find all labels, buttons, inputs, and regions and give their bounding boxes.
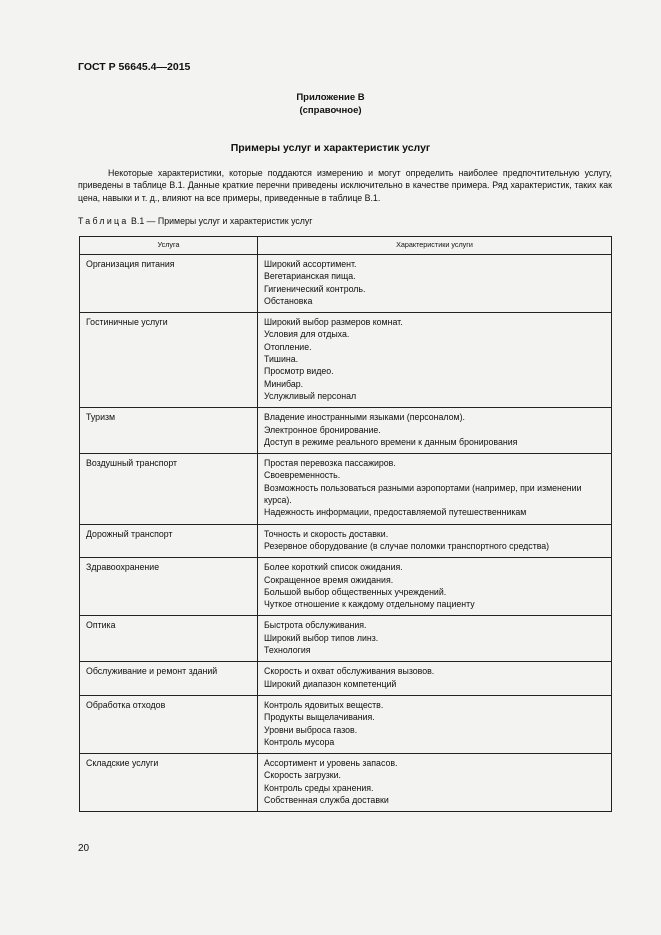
characteristic-item: Уровни выброса газов. xyxy=(264,724,358,735)
table-row xyxy=(80,408,612,454)
table-caption-text: В.1 — Примеры услуг и характеристик услуг xyxy=(128,216,313,226)
service-characteristics-cell xyxy=(258,454,612,524)
service-characteristics-cell xyxy=(258,662,612,696)
table-row xyxy=(80,313,612,408)
table-caption-prefix: Таблица xyxy=(78,216,129,226)
characteristic-item: Собственная служба доставки xyxy=(264,794,389,805)
services-table xyxy=(79,236,612,812)
characteristic-item: Точность и скорость доставки. xyxy=(264,528,389,539)
service-characteristics-cell xyxy=(258,408,612,454)
characteristic-item: Обстановка xyxy=(264,295,313,306)
characteristic-item: Электронное бронирование. xyxy=(264,424,381,435)
table-row xyxy=(80,616,612,662)
table-row xyxy=(80,255,612,313)
characteristic-item: Услужливый персонал xyxy=(264,390,357,401)
appendix-title: Приложение В xyxy=(296,92,365,103)
characteristic-item: Отопление. xyxy=(264,341,312,352)
service-name-cell: Обслуживание и ремонт зданий xyxy=(80,662,258,696)
characteristic-item: Простая перевозка пассажиров. xyxy=(264,458,396,469)
characteristic-item: Широкий выбор размеров комнат. xyxy=(264,317,403,328)
service-name-cell: Оптика xyxy=(80,616,258,662)
characteristic-item: Технология xyxy=(264,645,311,656)
characteristic-item: Чуткое отношение к каждому отдельному пациенту xyxy=(264,599,475,610)
page-number: 20 xyxy=(78,843,90,854)
characteristic-item: Возможность пользоваться разными аэропортами (например, при изменении курса). xyxy=(264,482,582,506)
service-name-cell: Дорожный транспорт xyxy=(80,524,258,558)
characteristic-item: Широкий диапазон компетенций xyxy=(264,678,397,689)
characteristic-item: Продукты выщелачивания. xyxy=(264,712,375,723)
characteristic-item: Просмотр видео. xyxy=(264,366,334,377)
characteristic-item: Резервное оборудование (в случае поломки транспортного средства) xyxy=(264,540,550,551)
table-header-row xyxy=(80,237,612,255)
table-body xyxy=(80,255,612,812)
service-name-cell: Воздушный транспорт xyxy=(80,454,258,524)
service-characteristics-cell xyxy=(258,313,612,408)
characteristic-item: Надежность информации, предоставляемой путешественникам xyxy=(264,507,527,518)
appendix-heading xyxy=(0,92,661,117)
section-title: Примеры услуг и характеристик услуг xyxy=(230,142,431,154)
service-characteristics-cell xyxy=(258,695,612,753)
characteristic-item: Тишина. xyxy=(264,354,299,365)
service-name-cell: Организация питания xyxy=(80,255,258,313)
service-characteristics-cell xyxy=(258,255,612,313)
table-caption xyxy=(78,216,313,226)
table-row xyxy=(80,524,612,558)
characteristic-item: Быстрота обслуживания. xyxy=(264,620,367,631)
characteristic-item: Контроль среды хранения. xyxy=(264,782,374,793)
service-characteristics-cell xyxy=(258,558,612,616)
appendix-subtitle: (справочное) xyxy=(299,104,362,116)
header-characteristics: Характеристики услуги xyxy=(258,237,612,255)
characteristic-item: Владение иностранными языками (персоналом). xyxy=(264,412,465,423)
service-name-cell: Гостиничные услуги xyxy=(80,313,258,408)
characteristic-item: Условия для отдыха. xyxy=(264,329,350,340)
table-row xyxy=(80,454,612,524)
characteristic-item: Минибар. xyxy=(264,378,304,389)
service-name-cell: Складские услуги xyxy=(80,754,258,812)
characteristic-item: Сокращенное время ожидания. xyxy=(264,574,394,585)
table-row xyxy=(80,662,612,696)
header-service: Услуга xyxy=(80,237,258,255)
service-name-cell: Обработка отходов xyxy=(80,695,258,753)
service-characteristics-cell xyxy=(258,616,612,662)
characteristic-item: Более короткий список ожидания. xyxy=(264,562,403,573)
table-row xyxy=(80,558,612,616)
characteristic-item: Ассортимент и уровень запасов. xyxy=(264,758,398,769)
intro-paragraph: Некоторые характеристики, которые поддаются измерению и могут определить наиболее предпочтительную услугу, приведены в таблице В.1. Данные краткие перечни приведены исключительно в качестве примера. Ряд характеристик, таких как цена, навыки и т. д., влияют на все примеры, приведенные в таблице В.1. xyxy=(78,168,612,203)
characteristic-item: Своевременность. xyxy=(264,470,341,481)
characteristic-item: Доступ в режиме реального времени к данным бронирования xyxy=(264,436,518,447)
characteristic-item: Скорость загрузки. xyxy=(264,770,341,781)
table-row xyxy=(80,754,612,812)
characteristic-item: Гигиенический контроль. xyxy=(264,283,366,294)
characteristic-item: Скорость и охват обслуживания вызовов. xyxy=(264,666,435,677)
characteristic-item: Широкий выбор типов линз. xyxy=(264,632,379,643)
characteristic-item: Вегетарианская пища. xyxy=(264,271,356,282)
document-code: ГОСТ Р 56645.4—2015 xyxy=(78,61,191,73)
service-name-cell: Туризм xyxy=(80,408,258,454)
characteristic-item: Контроль ядовитых веществ. xyxy=(264,699,384,710)
characteristic-item: Широкий ассортимент. xyxy=(264,259,357,269)
table-row xyxy=(80,695,612,753)
service-characteristics-cell xyxy=(258,524,612,558)
service-characteristics-cell xyxy=(258,754,612,812)
service-name-cell: Здравоохранение xyxy=(80,558,258,616)
characteristic-item: Контроль мусора xyxy=(264,736,335,747)
characteristic-item: Большой выбор общественных учреждений. xyxy=(264,586,447,597)
